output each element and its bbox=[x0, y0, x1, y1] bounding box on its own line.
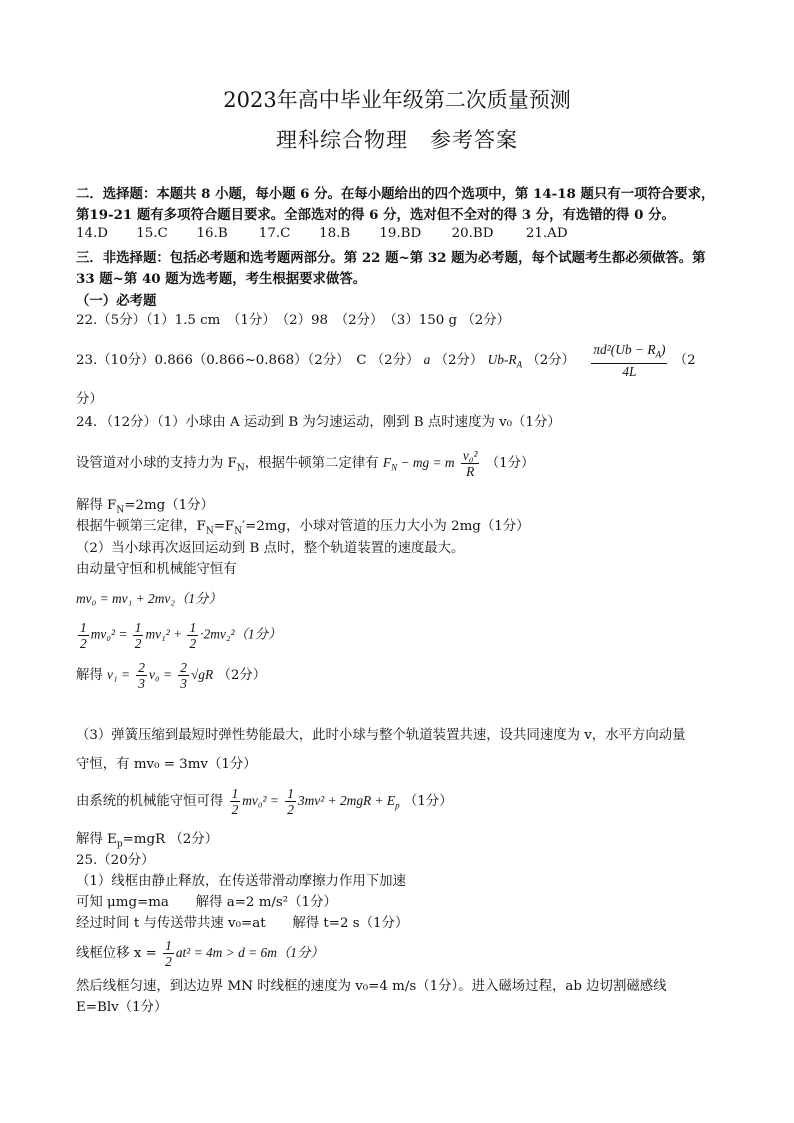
q24-line9 bbox=[76, 660, 266, 691]
half-1-den: 2 bbox=[80, 636, 87, 651]
q24-line12 bbox=[76, 786, 453, 817]
answer-16: 16.B bbox=[196, 226, 228, 241]
half-2 bbox=[133, 620, 144, 651]
q24-l2-fraction bbox=[461, 448, 480, 479]
q25-l5b: at² = 4m > d = 6m（1分） bbox=[175, 945, 324, 960]
q24-l8a: mv₀² = bbox=[90, 626, 128, 642]
q25-line1: 25.（20分） bbox=[76, 853, 155, 868]
q23-frac-num-end: ) bbox=[661, 342, 666, 357]
sub-n5: N bbox=[234, 526, 243, 537]
two-thirds-1 bbox=[136, 660, 147, 691]
sub-n: N bbox=[236, 463, 245, 474]
half-4-den: 2 bbox=[231, 802, 239, 817]
q24-l2-text: 设管道对小球的支持力为 F bbox=[76, 456, 237, 471]
q25-line3: 可知 μmg=ma 解得 a=2 m/s²（1分） bbox=[76, 895, 337, 910]
q23-expr: Ub-R bbox=[487, 351, 517, 367]
q24-line2 bbox=[76, 448, 534, 479]
q23-score2: （2分） bbox=[526, 352, 576, 368]
section2-line1: 二．选择题：本题共 8 小题，每小题 6 分。在每小题给出的四个选项中，第 14-18 题只有一项符合要求， bbox=[76, 186, 715, 202]
q24-l9b: v₁ = bbox=[107, 667, 131, 682]
q25-line7: E=Blv（1分） bbox=[76, 1000, 168, 1015]
q24-line5: （2）当小球再次返回运动到 B 点时，整个轨道装置的速度最大。 bbox=[76, 541, 465, 556]
sub-n3: N bbox=[116, 505, 125, 516]
half-4 bbox=[230, 786, 241, 817]
answer-19: 19.BD bbox=[379, 226, 422, 241]
q24-line4 bbox=[76, 515, 530, 537]
q25-line6: 然后线框匀速，到达边界 MN 时线框的速度为 v₀=4 m/s（1分）。进入磁场过程，ab 边切割磁感线 bbox=[76, 979, 667, 994]
q24-l3b: =2mg（1分） bbox=[124, 498, 214, 513]
q24-l4a: 根据牛顿第三定律，F bbox=[76, 519, 206, 534]
q23-frac-den: 4L bbox=[622, 363, 637, 379]
half-1 bbox=[78, 620, 89, 651]
required-heading: （一）必考题 bbox=[76, 293, 157, 309]
q25-l5a: 线框位移 x = bbox=[76, 946, 157, 961]
section2-line2: 第19-21 题有多项符合题目要求。全部选对的得 6 分，选对但不全对的得 3 分，有选错的得 0 分。 bbox=[76, 207, 675, 223]
q24-l2-eq2: − mg = m bbox=[397, 455, 455, 470]
half-2-den: 2 bbox=[134, 636, 142, 651]
answer-14: 14.D bbox=[76, 226, 109, 241]
q23-frac-num: πd²(Ub − R bbox=[593, 342, 656, 357]
q24-l2-den: R bbox=[466, 464, 475, 479]
half-1-num: 1 bbox=[80, 620, 87, 635]
q24-l3a: 解得 F bbox=[76, 498, 117, 513]
sub-p: p bbox=[395, 800, 400, 811]
page-title: 2023年高中毕业年级第二次质量预测 bbox=[223, 88, 571, 112]
answer-20: 20.BD bbox=[451, 226, 494, 241]
half-5-num: 1 bbox=[287, 786, 294, 801]
choice-answers bbox=[76, 226, 568, 241]
q23-fraction bbox=[591, 342, 667, 379]
q23-frac-num-sub: A bbox=[655, 349, 661, 360]
q23-score1: （2分） bbox=[434, 352, 484, 368]
q24-l9e: （2分） bbox=[217, 668, 267, 683]
section3-line1: 三．非选择题：包括必考题和选考题两部分。第 22 题~第 32 题为必考题，每个试题考生都必须做答。第 bbox=[76, 250, 706, 266]
q24-line11: 守恒，有 mv₀ = 3mv（1分） bbox=[76, 757, 257, 772]
sub-n2: N bbox=[391, 462, 398, 473]
answer-15: 15.C bbox=[136, 226, 168, 241]
tt2-num: 2 bbox=[180, 660, 187, 675]
q24-l2-score: （1分） bbox=[485, 456, 535, 471]
q24-line6: 由动量守恒和机械能守恒有 bbox=[76, 562, 237, 577]
q24-line13 bbox=[76, 828, 218, 850]
q24-l12d: （1分） bbox=[403, 794, 453, 809]
sub-n4: N bbox=[205, 526, 214, 537]
q24-l8c: ·2mv₂²（1分） bbox=[200, 626, 282, 642]
q24-l2-eq: F bbox=[382, 455, 392, 470]
q25-line4: 经过时间 t 与传送带共速 v₀=at 解得 t=2 s（1分） bbox=[76, 916, 409, 931]
tt2-den: 3 bbox=[180, 676, 187, 691]
q22-answer: 22.（5分）（1）1.5 cm （1分） （2）98 （2分） （3）150 g （2分） bbox=[76, 313, 511, 328]
tt1-num: 2 bbox=[138, 660, 145, 675]
q24-l9d: √gR bbox=[190, 667, 214, 682]
answer-17: 17.C bbox=[258, 226, 291, 241]
half-3-den: 2 bbox=[189, 636, 197, 651]
section3-line2: 33 题~第 40 题为选考题，考生根据要求做答。 bbox=[76, 271, 367, 287]
sub-p2: p bbox=[116, 839, 123, 850]
answer-18: 18.B bbox=[319, 226, 351, 241]
q23-part1: 23.（10分）0.866（0.866~0.868）（2分） C （2分） bbox=[76, 352, 420, 368]
q24-l2-text2: ，根据牛顿第二定律有 bbox=[244, 456, 379, 471]
tt1-den: 3 bbox=[138, 676, 145, 691]
q24-l2-num: v₀² bbox=[462, 448, 478, 463]
q24-l4b: =F bbox=[213, 519, 235, 534]
half-2-num: 1 bbox=[134, 620, 142, 635]
q24-line7: mv₀ = mv₁ + 2mv₂（1分） bbox=[76, 591, 222, 606]
half-3-num: 1 bbox=[189, 620, 197, 635]
half-4-num: 1 bbox=[231, 786, 239, 801]
half-6-den: 2 bbox=[165, 954, 172, 969]
page-subtitle: 理科综合物理 参考答案 bbox=[276, 128, 518, 152]
q24-l12b: mv₀² = bbox=[242, 793, 279, 808]
half-5-den: 2 bbox=[287, 802, 294, 817]
q24-l8b: mv₁² + bbox=[145, 626, 183, 642]
q24-l4c: ′=2mg，小球对管道的压力大小为 2mg（1分） bbox=[242, 519, 530, 534]
two-thirds-2 bbox=[178, 660, 189, 691]
q24-line8 bbox=[76, 620, 281, 651]
q24-l12a: 由系统的机械能守恒可得 bbox=[76, 794, 224, 809]
q24-l12c: 3mv² + 2mgR + E bbox=[297, 793, 396, 808]
answer-21: 21.AD bbox=[525, 226, 568, 241]
q24-l9c: v₀ = bbox=[149, 667, 172, 682]
q24-l13b: =mgR （2分） bbox=[122, 832, 219, 847]
q25-line5 bbox=[76, 938, 324, 969]
half-6-num: 1 bbox=[165, 938, 172, 953]
q23-symbol-a: a bbox=[423, 351, 431, 367]
q23-tail: 分） bbox=[76, 392, 103, 407]
q23-answer bbox=[76, 342, 696, 379]
q23-score3: （2 bbox=[673, 352, 696, 368]
q24-line10: （3）弹簧压缩到最短时弹性势能最大，此时小球与整个轨道装置共速，设共同速度为 v，水平方向动量 bbox=[76, 728, 686, 743]
half-6 bbox=[163, 938, 174, 969]
q25-line2: （1）线框由静止释放，在传送带滑动摩擦力作用下加速 bbox=[76, 874, 406, 889]
half-5 bbox=[285, 786, 296, 817]
q23-expr-sub: A bbox=[516, 359, 523, 370]
half-3 bbox=[187, 620, 198, 651]
q24-line1: 24．（12分）（1）小球由 A 运动到 B 为匀速运动，刚到 B 点时速度为 v₀（1分） bbox=[76, 415, 561, 430]
q24-l13a: 解得 E bbox=[76, 832, 117, 847]
q24-line3 bbox=[76, 494, 214, 516]
q24-l9a: 解得 bbox=[76, 668, 103, 683]
